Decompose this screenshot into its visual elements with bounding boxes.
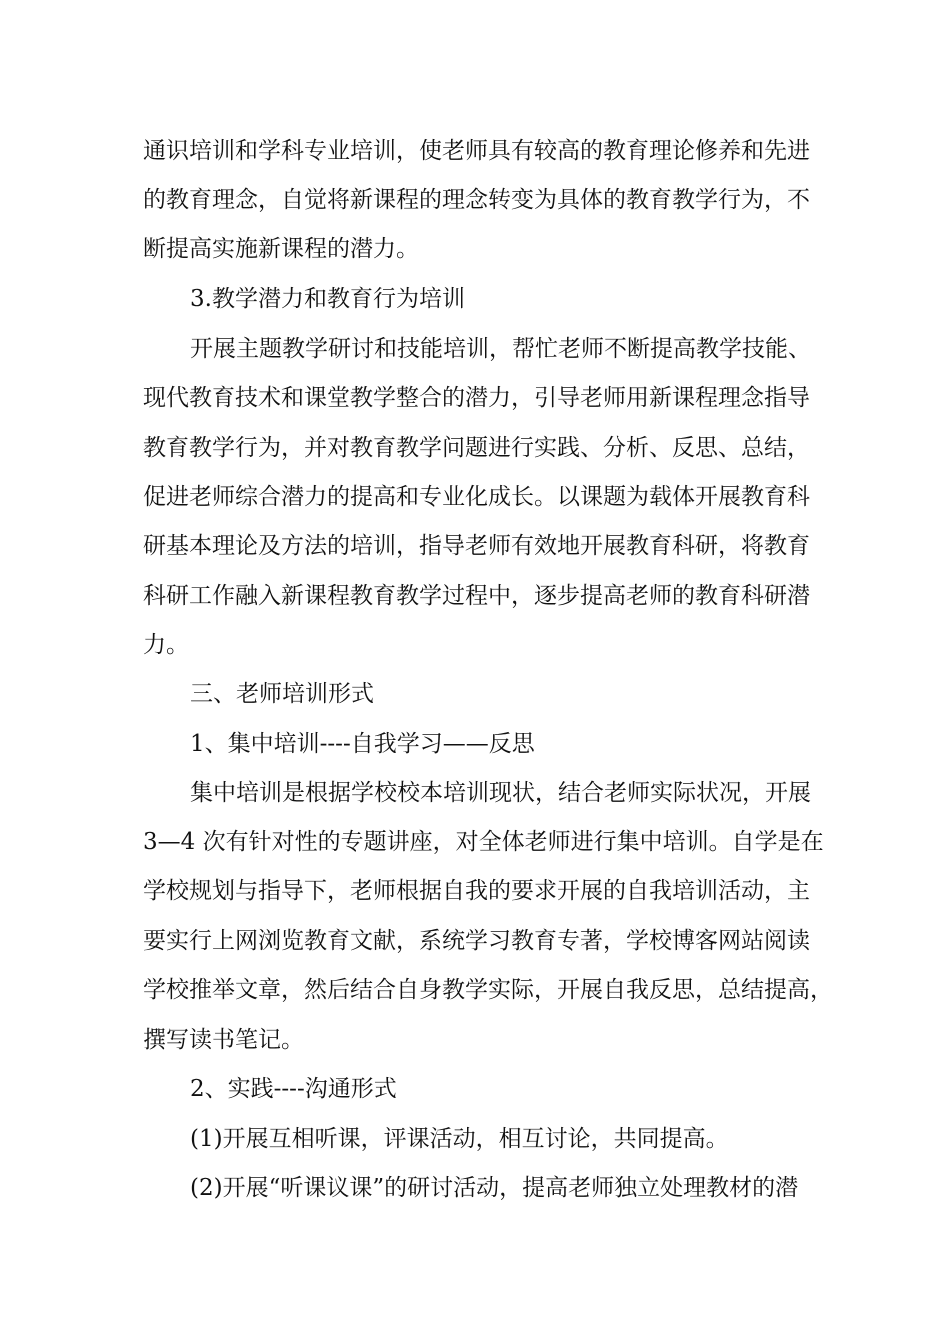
subsection-heading: 1、集中培训----自我学习——反思 xyxy=(190,731,535,757)
section-heading: 3.教学潜力和教育行为培训 xyxy=(190,286,465,312)
paragraph-line: 科研工作融入新课程教育教学过程中，逐步提高老师的教育科研潜 xyxy=(143,583,810,609)
paragraph-line: 通识培训和学科专业培训，使老师具有较高的教育理论修养和先进 xyxy=(143,138,810,164)
list-item: (1)开展互相听课，评课活动，相互讨论，共同提高。 xyxy=(190,1126,729,1152)
paragraph-line: 促进老师综合潜力的提高和专业化成长。以课题为载体开展教育科 xyxy=(143,484,810,510)
paragraph-line: 集中培训是根据学校校本培训现状，结合老师实际状况，开展 xyxy=(190,780,811,806)
paragraph-line: 研基本理论及方法的培训，指导老师有效地开展教育科研，将教育 xyxy=(143,533,810,559)
paragraph-line: 现代教育技术和课堂教学整合的潜力，引导老师用新课程理念指导 xyxy=(143,385,810,411)
list-item: (2)开展“听课议课”的研讨活动，提高老师独立处理教材的潜 xyxy=(190,1175,799,1201)
paragraph-line: 力。 xyxy=(143,632,189,658)
paragraph-line: 开展主题教学研讨和技能培训，帮忙老师不断提高教学技能、 xyxy=(190,336,811,362)
paragraph-line: 3—4 次有针对性的专题讲座，对全体老师进行集中培训。自学是在 xyxy=(143,829,824,855)
subsection-heading: 2、实践----沟通形式 xyxy=(190,1076,397,1102)
paragraph-line: 教育教学行为，并对教育教学问题进行实践、分析、反思、总结， xyxy=(143,435,810,461)
paragraph-line: 学校推举文章，然后结合自身教学实际，开展自我反思，总结提高， xyxy=(143,977,833,1003)
paragraph-line: 的教育理念，自觉将新课程的理念转变为具体的教育教学行为，不 xyxy=(143,187,810,213)
paragraph-line: 撰写读书笔记。 xyxy=(143,1027,304,1053)
paragraph-line: 要实行上网浏览教育文献，系统学习教育专著，学校博客网站阅读 xyxy=(143,928,810,954)
paragraph-line: 学校规划与指导下，老师根据自我的要求开展的自我培训活动，主 xyxy=(143,878,810,904)
section-heading: 三、老师培训形式 xyxy=(190,681,374,707)
paragraph-line: 断提高实施新课程的潜力。 xyxy=(143,236,419,262)
